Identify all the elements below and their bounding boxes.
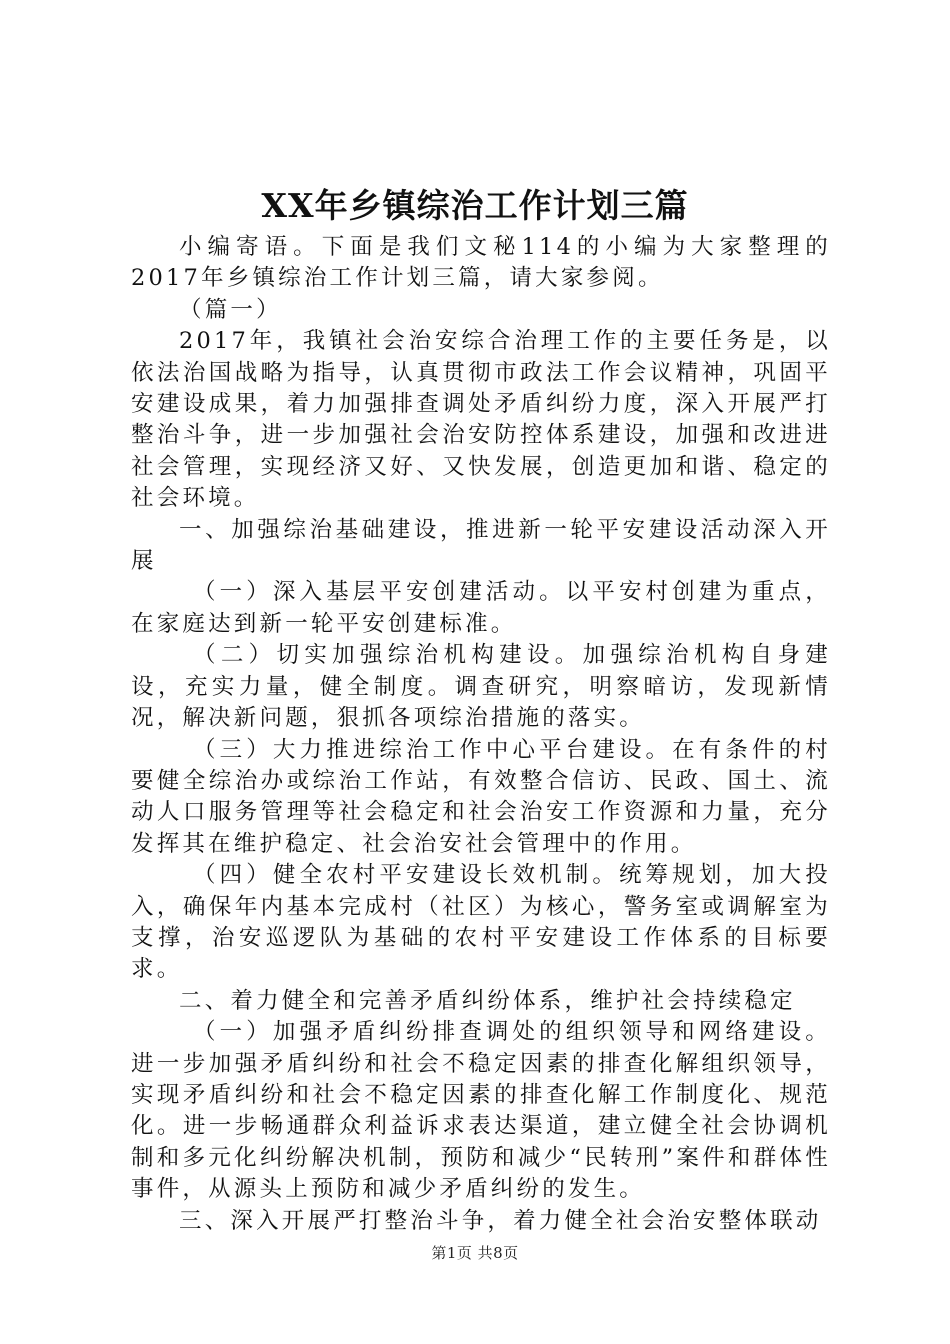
item-one-two: （二）切实加强综治机构建设。加强综治机构自身建设，充实力量，健全制度。调查研究，明察暗访，发现新情况，解决新问题，狠抓各项综治措施的落实。 (131, 642, 831, 732)
document-title: XX年乡镇综治工作计划三篇 (261, 186, 689, 225)
item-one-three: （三）大力推进综治工作中心平台建设。在有条件的村要健全综治办或综治工作站，有效整合信访、民政、国土、流动人口服务管理等社会稳定和社会治安工作资源和力量，充分发挥其在维护稳定、社会治安社会管理中的作用。 (131, 736, 831, 857)
item-one-one: （一）深入基层平安创建活动。以平安村创建为重点，在家庭达到新一轮平安创建标准。 (131, 579, 831, 637)
item-one-four: （四）健全农村平安建设长效机制。统筹规划，加大投入，确保年内基本完成村（社区）为核心，警务室或调解室为支撑，治安巡逻队为基础的农村平安建设工作体系的目标要求。 (131, 862, 831, 983)
heading-three: 三、深入开展严打整治斗争，着力健全社会治安整体联动 (179, 1207, 822, 1234)
heading-one: 一、加强综治基础建设，推进新一轮平安建设活动深入开展 (131, 516, 831, 575)
overview-paragraph: 2017年，我镇社会治安综合治理工作的主要任务是，以依法治国战略为指导，认真贯彻市政法工作会议精神，巩固平安建设成果，着力加强排查调处矛盾纠纷力度，深入开展严打整治斗争，进一步加强社会治安防控体系建设，加强和改进进社会管理，实现经济又好、又快发展，创造更加和谐、稳定的社会环境。 (131, 328, 831, 512)
heading-two: 二、着力健全和完善矛盾纠纷体系，维护社会持续稳定 (179, 987, 796, 1014)
document-body (131, 232, 831, 1237)
section-label-part-one: （篇一） (179, 296, 282, 323)
item-two-one: （一）加强矛盾纠纷排查调处的组织领导和网络建设。进一步加强矛盾纠纷和社会不稳定因素的排查化解组织领导，实现矛盾纠纷和社会不稳定因素的排查化解工作制度化、规范化。进一步畅通群众利益诉求表达渠道，建立健全社会协调机制和多元化纠纷解决机制，预防和减少“民转刑”案件和群体性事件，从源头上预防和减少矛盾纠纷的发生。 (131, 1019, 831, 1203)
intro-paragraph: 小编寄语。下面是我们文秘114的小编为大家整理的2017年乡镇综治工作计划三篇，请大家参阅。 (131, 234, 831, 292)
page-footer: 第1页 共8页 (431, 1244, 519, 1262)
